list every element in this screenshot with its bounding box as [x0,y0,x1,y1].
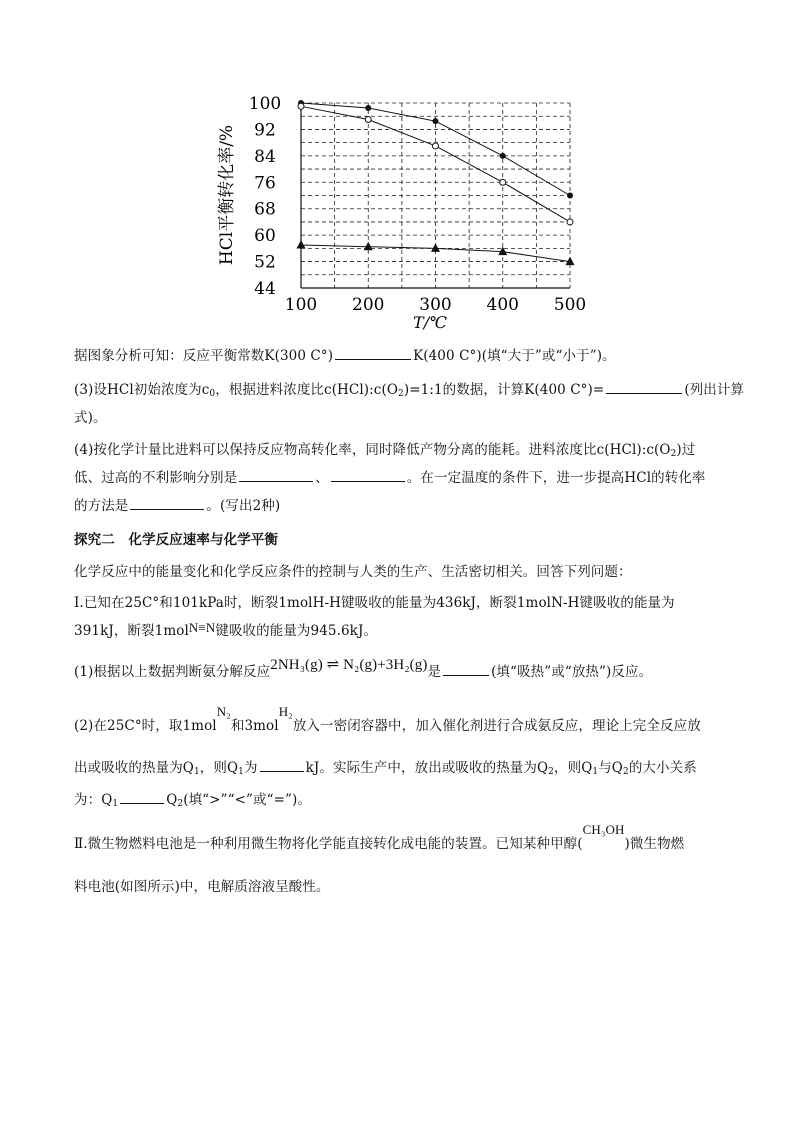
data-point-open-circle [500,179,506,185]
question-3-cont: 式)。 [74,410,107,426]
data-point-open-circle [298,103,304,109]
part-i-line2: 391kJ，断裂1molN≡N键吸收的能量为945.6kJ。 [74,620,378,639]
answer-blank[interactable] [260,759,304,772]
part-ii-line2: 料电池(如图所示)中，电解质溶液呈酸性。 [74,879,330,895]
data-point-open-circle [567,219,573,225]
part-ii-line1: Ⅱ.微生物燃料电池是一种利用微生物将化学能直接转化成电能的装置。已知某种甲醇(CH₃OH)微生物燃 [74,822,685,852]
answer-blank[interactable] [239,469,313,482]
ammonia-decomposition-equation: 2NH₃(g) ⇌ N₂(g)+3H₂(g) [270,657,428,673]
x-tick-label: 100 [284,295,318,315]
triple-bond-formula: N≡N [188,620,216,635]
answer-blank[interactable] [606,381,682,394]
h2-formula: H₂ [278,704,293,719]
data-point-triangle [431,243,440,252]
data-point-filled-circle [433,118,439,124]
answer-blank[interactable] [443,663,489,676]
y-tick-label: 68 [254,199,276,220]
question-2-line3: 为：$Q_1$ $Q_2$(填“>”“<”或“=”)。 [74,792,311,809]
y-tick-label: 44 [254,279,276,299]
data-point-open-circle [433,143,439,149]
data-point-filled-circle [365,105,371,111]
x-tick-label: 200 [352,295,385,315]
answer-blank[interactable] [120,791,164,804]
chart-ticks [249,94,586,315]
y-tick-label: 52 [254,252,276,273]
data-point-triangle [297,240,306,249]
answer-blank[interactable] [335,347,411,360]
part-i-line1: Ⅰ.已知在25C°和101kPa时，断裂1molH-H键吸收的能量为436kJ，断裂1molN-H键吸收的能量为 [74,595,675,611]
chart-grid [301,103,570,288]
question-4-line2: 低、过高的不利影响分别是 、 。在一定温度的条件下，进一步提高HCl的转化率 [74,470,706,486]
x-tick-label: 300 [419,295,452,315]
data-point-triangle [498,247,507,256]
y-tick-label: 84 [254,146,276,167]
x-axis-label: T/℃ [413,313,447,332]
question-4-line3: 的方法是 。(写出2种) [74,498,281,514]
y-tick-label: 76 [254,173,276,194]
hcl-conversion-chart [200,85,600,335]
question-3: (3)设HCl初始浓度为$c_0$，根据进料浓度比$c(HCl):c(O_2)=1:1$的数据，计算K(400 C°)= (列出计算 [74,382,745,399]
x-tick-label: 400 [486,295,519,315]
x-tick-label: 500 [553,295,587,315]
data-point-triangle [364,242,373,251]
answer-blank[interactable] [331,469,405,482]
y-tick-label: 60 [254,226,276,247]
data-point-filled-circle [500,153,506,159]
question-2-line2: 出或吸收的热量为$Q_1$，则$Q_1$为 kJ。实际生产中，放出或吸收的热量为$Q_2$，则$Q_1$与$Q_2$的大小关系 [74,760,697,777]
question-2: (2)在25C°时，取1molN₂和3molH₂放入一密闭容器中，加入催化剂进行合成氨反应，理论上完全反应放 [74,704,701,734]
question-1: (1)根据以上数据判断氨分解反应2NH₃(g) ⇌ N₂(g)+3H₂(g)是 (填“吸热”或“放热”)反应。 [74,657,653,680]
y-tick-label: 100 [248,94,282,114]
data-point-open-circle [365,117,371,123]
intro-text: 化学反应中的能量变化和化学反应条件的控制与人类的生产、生活密切相关。回答下列问题： [74,564,632,580]
y-tick-label: 92 [254,120,276,141]
section-heading: 探究二 化学反应速率与化学平衡 [74,532,278,548]
data-point-filled-circle [567,193,573,199]
y-axis-label: HCl平衡转化率/% [217,124,237,266]
n2-formula: N₂ [216,704,231,719]
paragraph-k-compare: 据图象分析可知：反应平衡常数K(300 C°) K(400 C°)(填“大于”或“小于”)。 [74,348,616,364]
question-4: (4)按化学计量比进料可以保持反应物高转化率，同时降低产物分离的能耗。进料浓度比$c(HCl):c(O_2)$过 [74,442,696,459]
methanol-formula: CH₃OH [582,822,625,837]
answer-blank[interactable] [130,497,204,510]
